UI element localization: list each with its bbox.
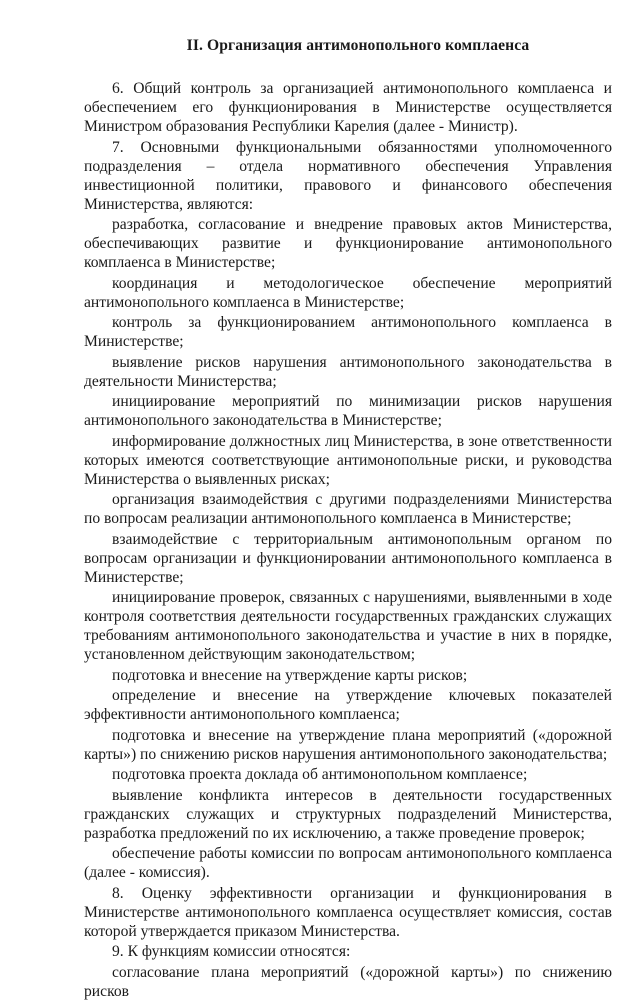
paragraph: 6. Общий контроль за организацией антимонопольного комплаенса и обеспечением его функционирования в Министерстве осуществляется Министром образования Республики Карелия (далее - Министр). (84, 80, 612, 135)
paragraph: разработка, согласование и внедрение правовых актов Министерства, обеспечивающих развитие и функционирование антимонопольного комплаенса в Министерстве; (84, 216, 612, 271)
paragraph: взаимодействие с территориальным антимонопольным органом по вопросам организации и функционировании антимонопольного комплаенса в Министерстве; (84, 530, 612, 586)
paragraph: организация взаимодействия с другими подразделениями Министерства по вопросам реализации антимонопольного комплаенса в Министерстве; (84, 491, 612, 527)
paragraph: определение и внесение на утверждение ключевых показателей эффективности антимонопольного комплаенса; (84, 687, 612, 723)
paragraph: координация и методологическое обеспечение мероприятий антимонопольного комплаенса в Министерстве; (84, 274, 612, 311)
paragraph: обеспечение работы комиссии по вопросам антимонопольного комплаенса (далее - комиссия). (84, 845, 612, 881)
section-title: II. Организация антимонопольного комплаенса (186, 37, 530, 54)
paragraph: инициирование мероприятий по минимизации рисков нарушения антимонопольного законодательства в Министерстве; (84, 393, 612, 429)
paragraph: 8. Оценку эффективности организации и функционирования в Министерстве антимонопольного комплаенса осуществляет комиссия, состав которой утверждается приказом Министерства. (84, 884, 612, 940)
paragraph: подготовка и внесение на утверждение плана мероприятий («дорожной карты») по снижению рисков нарушения антимонопольного законодательства; (84, 726, 612, 763)
paragraph: информирование должностных лиц Министерства, в зоне ответственности которых имеются соответствующие антимонопольные риски, и руководства Министерства о выявленных рисках; (84, 432, 612, 488)
paragraph: контроль за функционированием антимонопольного комплаенса в Министерстве; (84, 314, 612, 350)
paragraph: инициирование проверок, связанных с нарушениями, выявленными в ходе контроля соответствия деятельности государственных гражданских служащих требованиям антимонопольного законодательства и участие в них в порядке, установленном действующим законодательством; (84, 589, 612, 663)
paragraph: подготовка проекта доклада об антимонопольном комплаенсе; (112, 766, 528, 783)
paragraph: 7. Основными функциональными обязанностями уполномоченного подразделения – отдела нормативного обеспечения Управления инвестиционной политики, правового и финансового обеспечения Министерства, являются: (84, 138, 612, 213)
paragraph: 9. К функциям комиссии относятся: (112, 943, 351, 960)
paragraph: подготовка и внесение на утверждение карты рисков; (112, 666, 468, 684)
paragraph: выявление рисков нарушения антимонопольного законодательства в деятельности Министерства; (84, 353, 612, 390)
paragraph: выявление конфликта интересов в деятельности государственных гражданских служащих и структурных подразделений Министерства, разработка предложений по их исключению, а также проведение проверок; (84, 786, 612, 842)
paragraph: согласование плана мероприятий («дорожной карты») по снижению рисков (84, 963, 612, 1000)
